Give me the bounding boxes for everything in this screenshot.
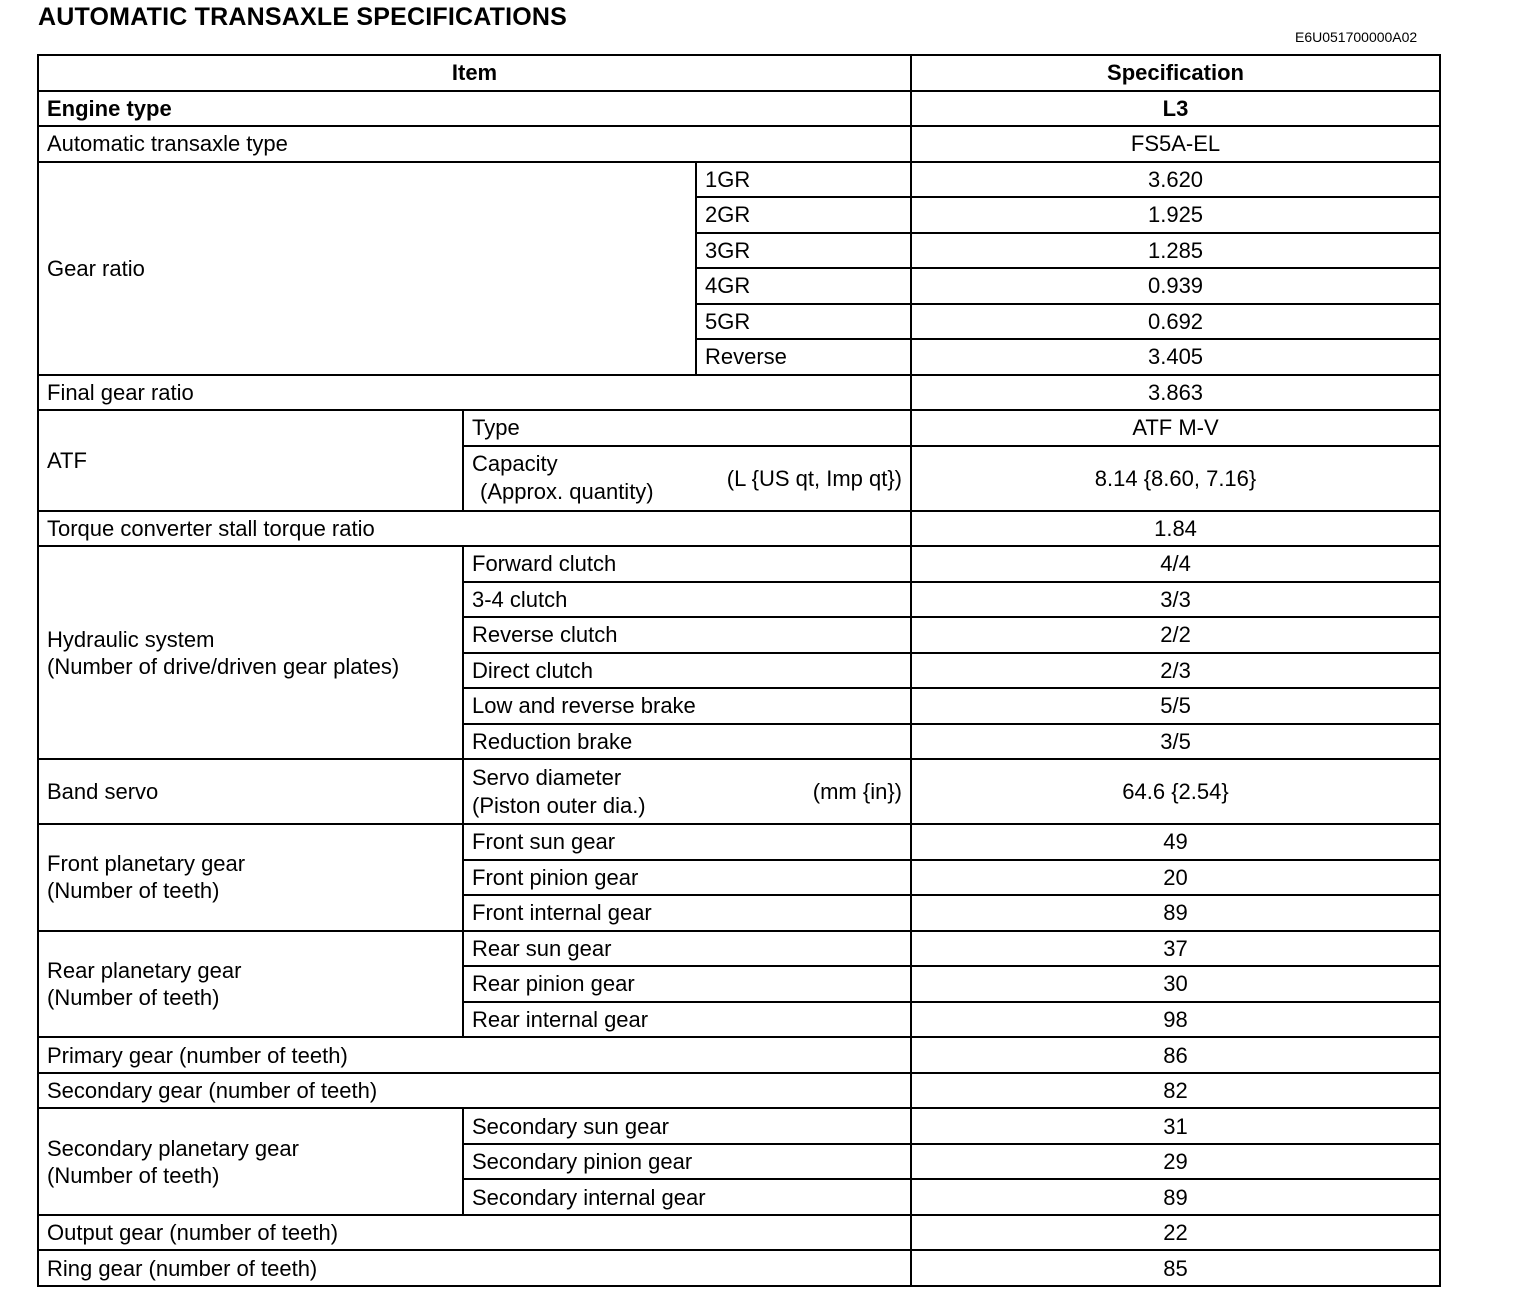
engine-type-label: Engine type (38, 91, 911, 127)
secondary-planetary-value: 29 (911, 1144, 1440, 1180)
table-row (38, 759, 1440, 824)
band-servo-value: 64.6 {2.54} (911, 759, 1440, 824)
table-row (38, 1037, 1440, 1073)
primary-gear-label: Primary gear (number of teeth) (38, 1037, 911, 1073)
table-row (38, 375, 1440, 411)
final-gear-ratio-value: 3.863 (911, 375, 1440, 411)
secondary-planetary-label-line1: Secondary planetary gear (47, 1135, 299, 1161)
rear-planetary-label (38, 931, 463, 1038)
table-header-row (38, 55, 1440, 91)
hydraulic-label-line2: (Number of drive/driven gear plates) (47, 653, 400, 679)
hydraulic-item: Reduction brake (463, 724, 911, 760)
secondary-planetary-item: Secondary internal gear (463, 1179, 911, 1215)
front-planetary-label-line1: Front planetary gear (47, 851, 246, 877)
hydraulic-item: Reverse clutch (463, 617, 911, 653)
front-planetary-item: Front sun gear (463, 824, 911, 860)
hydraulic-value: 4/4 (911, 546, 1440, 582)
rear-planetary-item: Rear pinion gear (463, 966, 911, 1002)
secondary-planetary-item: Secondary sun gear (463, 1108, 911, 1144)
document-code: E6U051700000A02 (1295, 29, 1418, 45)
table-row (38, 162, 1440, 198)
page-title: AUTOMATIC TRANSAXLE SPECIFICATIONS (38, 3, 568, 31)
secondary-gear-label: Secondary gear (number of teeth) (38, 1073, 911, 1109)
atf-capacity-value: 8.14 {8.60, 7.16} (911, 446, 1440, 511)
secondary-planetary-value: 89 (911, 1179, 1440, 1215)
engine-type-value: L3 (911, 91, 1440, 127)
transaxle-type-label: Automatic transaxle type (38, 126, 911, 162)
gear-ratio-value: 1.285 (911, 233, 1440, 269)
transaxle-type-value: FS5A-EL (911, 126, 1440, 162)
band-servo-item-cell (463, 759, 911, 824)
front-planetary-label (38, 824, 463, 931)
gear-ratio-gear: 4GR (696, 268, 911, 304)
gear-ratio-gear: 2GR (696, 197, 911, 233)
front-planetary-value: 49 (911, 824, 1440, 860)
gear-ratio-label: Gear ratio (38, 162, 696, 375)
hydraulic-item: Forward clutch (463, 546, 911, 582)
gear-ratio-value: 3.405 (911, 339, 1440, 375)
table-row (38, 91, 1440, 127)
atf-capacity-unit: (L {US qt, Imp qt}) (726, 465, 903, 491)
band-servo-item-line2: (Piston outer dia.) (472, 792, 646, 818)
spec-table (37, 54, 1441, 1287)
secondary-planetary-label (38, 1108, 463, 1215)
rear-planetary-value: 37 (911, 931, 1440, 967)
table-row (38, 126, 1440, 162)
ring-gear-label: Ring gear (number of teeth) (38, 1250, 911, 1286)
header-specification: Specification (911, 55, 1440, 91)
gear-ratio-value: 0.939 (911, 268, 1440, 304)
table-row (38, 1215, 1440, 1251)
hydraulic-value: 3/3 (911, 582, 1440, 618)
secondary-planetary-label-line2: (Number of teeth) (47, 1162, 220, 1188)
hydraulic-label (38, 546, 463, 759)
atf-type-value: ATF M-V (911, 410, 1440, 446)
gear-ratio-value: 0.692 (911, 304, 1440, 340)
atf-capacity-line1: Capacity (472, 451, 558, 477)
secondary-planetary-value: 31 (911, 1108, 1440, 1144)
primary-gear-value: 86 (911, 1037, 1440, 1073)
atf-capacity-line2: (Approx. quantity) (480, 479, 654, 505)
atf-capacity-cell (463, 446, 911, 511)
atf-label: ATF (38, 410, 463, 510)
hydraulic-item: Direct clutch (463, 653, 911, 689)
secondary-gear-value: 82 (911, 1073, 1440, 1109)
table-row (38, 546, 1440, 582)
rear-planetary-item: Rear internal gear (463, 1002, 911, 1038)
gear-ratio-gear: 3GR (696, 233, 911, 269)
rear-planetary-value: 30 (911, 966, 1440, 1002)
ring-gear-value: 85 (911, 1250, 1440, 1286)
gear-ratio-value: 1.925 (911, 197, 1440, 233)
table-row (38, 824, 1440, 860)
gear-ratio-gear: Reverse (696, 339, 911, 375)
output-gear-label: Output gear (number of teeth) (38, 1215, 911, 1251)
rear-planetary-value: 98 (911, 1002, 1440, 1038)
table-row (38, 1108, 1440, 1144)
table-row (38, 410, 1440, 446)
stall-torque-value: 1.84 (911, 511, 1440, 547)
table-row (38, 931, 1440, 967)
gear-ratio-gear: 5GR (696, 304, 911, 340)
hydraulic-item: 3-4 clutch (463, 582, 911, 618)
rear-planetary-label-line2: (Number of teeth) (47, 984, 220, 1010)
band-servo-unit: (mm {in}) (812, 779, 903, 805)
hydraulic-value: 5/5 (911, 688, 1440, 724)
hydraulic-label-line1: Hydraulic system (47, 626, 215, 652)
table-row (38, 1250, 1440, 1286)
output-gear-value: 22 (911, 1215, 1440, 1251)
band-servo-item-line1: Servo diameter (472, 764, 622, 790)
hydraulic-value: 2/3 (911, 653, 1440, 689)
front-planetary-value: 20 (911, 860, 1440, 896)
stall-torque-label: Torque converter stall torque ratio (38, 511, 911, 547)
atf-type-label: Type (463, 410, 911, 446)
hydraulic-value: 3/5 (911, 724, 1440, 760)
header-item: Item (38, 55, 911, 91)
hydraulic-item: Low and reverse brake (463, 688, 911, 724)
hydraulic-value: 2/2 (911, 617, 1440, 653)
gear-ratio-gear: 1GR (696, 162, 911, 198)
band-servo-label: Band servo (38, 759, 463, 824)
rear-planetary-item: Rear sun gear (463, 931, 911, 967)
front-planetary-label-line2: (Number of teeth) (47, 878, 220, 904)
table-row (38, 511, 1440, 547)
final-gear-ratio-label: Final gear ratio (38, 375, 911, 411)
front-planetary-item: Front pinion gear (463, 860, 911, 896)
secondary-planetary-item: Secondary pinion gear (463, 1144, 911, 1180)
table-row (38, 1073, 1440, 1109)
front-planetary-item: Front internal gear (463, 895, 911, 931)
gear-ratio-value: 3.620 (911, 162, 1440, 198)
front-planetary-value: 89 (911, 895, 1440, 931)
rear-planetary-label-line1: Rear planetary gear (47, 957, 242, 983)
